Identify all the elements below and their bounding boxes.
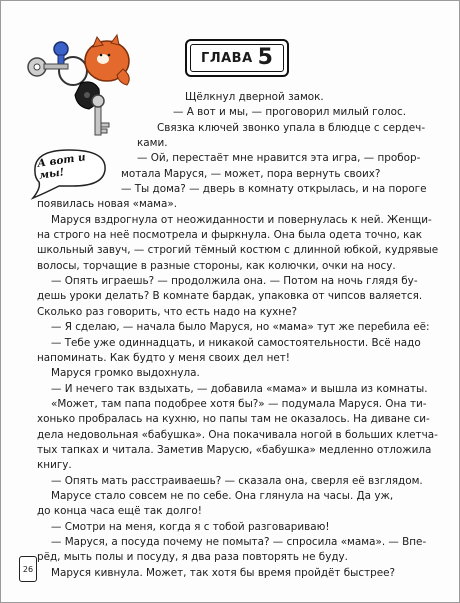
chapter-badge: [185, 39, 289, 77]
text-line: «Может, там папа подобрее хотя бы?» — подумала Маруся. Она ти-: [51, 397, 427, 410]
text-line: появилась новая «мама».: [37, 198, 178, 211]
text-line: — Ой, перестаёт мне нравится эта игра, — пробор-: [137, 152, 421, 165]
text-line: — Тебе уже одиннадцать, и никакой самостоятельности. Всё надо: [51, 336, 421, 349]
text-line: — Опять играешь? — продолжила она. — Потом на ночь глядя бу-: [51, 275, 418, 288]
text-line: мотала Маруся, — может, пора вернуть своих?: [121, 167, 381, 180]
chapter-number: 5: [257, 44, 273, 70]
text-line: — Ты дома? — дверь в комнату открылась, и на пороге: [121, 183, 427, 196]
text-line: ками.: [137, 137, 168, 150]
text-line: хонько пробралась на кухню, но папы там не оказалось. На диване си-: [37, 413, 430, 426]
text-line: дела недовольная «бабушка». Она покачивала ногой в больших клетча-: [37, 428, 438, 441]
text-line: школьный завуч, — строгий тёмный костюм с длинной юбкой, кудрявые: [37, 244, 439, 257]
text-line: Марусе стало совсем не по себе. Она глянула на часы. Да уж,: [51, 489, 394, 502]
text-line: на строго на неё посмотрела и фыркнула. Она была одета точно, как: [37, 229, 423, 242]
text-line: Маруся вздрогнула от неожиданности и повернулась к ней. Женщи-: [51, 213, 432, 226]
text-line: — Опять мать расстраиваешь? — сказала она, сверля её взглядом.: [51, 474, 423, 487]
text-line: — И нечего так вздыхать, — добавила «мама» и вышла из комнаты.: [51, 382, 428, 395]
text-line: — Я сделаю, — начала было Маруся, но «мама» тут же перебила её:: [51, 321, 430, 334]
chapter-label: ГЛАВА: [201, 50, 253, 66]
text-line: Маруся кивнула. Может, так хотя бы время пройдёт быстрее?: [51, 566, 396, 579]
text-line: до конца часа ещё так долго!: [37, 505, 202, 518]
text-line: напоминать. Как будто у меня своих дел нет!: [37, 351, 290, 364]
text-line: — А вот и мы, — проговорил милый голос.: [173, 106, 406, 119]
text-line: дешь уроки делать? В комнате бардак, упаковка от чипсов валяется.: [37, 290, 423, 303]
speech-bubble-text: А вот и мы!: [36, 151, 87, 182]
text-line: — Маруся, а посуда почему не помыта? — спросила «мама». — Впе-: [51, 535, 427, 548]
text-line: волосы, торчащие в разные стороны, как колючки, очки на носу.: [37, 259, 396, 272]
page-number: 26: [19, 556, 37, 582]
text-line: рёд, мыть полы и посуду, я два раза повторять не буду.: [37, 551, 348, 564]
text-line: Сколько раз говорить, что есть надо на кухне?: [37, 305, 297, 318]
text-line: Щёлкнул дверной замок.: [185, 91, 324, 103]
text-line: Связка ключей звонко упала в блюдце с сердеч-: [157, 121, 426, 134]
text-line: тых тапках и читала. Заметив Марусю, «бабушка» медленно отложила: [37, 443, 432, 456]
chapter-text: [37, 90, 439, 581]
text-line: — Смотри на меня, когда я с тобой разговариваю!: [51, 520, 330, 533]
text-line: Маруся громко выдохнула.: [51, 367, 200, 380]
text-line: книгу.: [37, 459, 72, 472]
